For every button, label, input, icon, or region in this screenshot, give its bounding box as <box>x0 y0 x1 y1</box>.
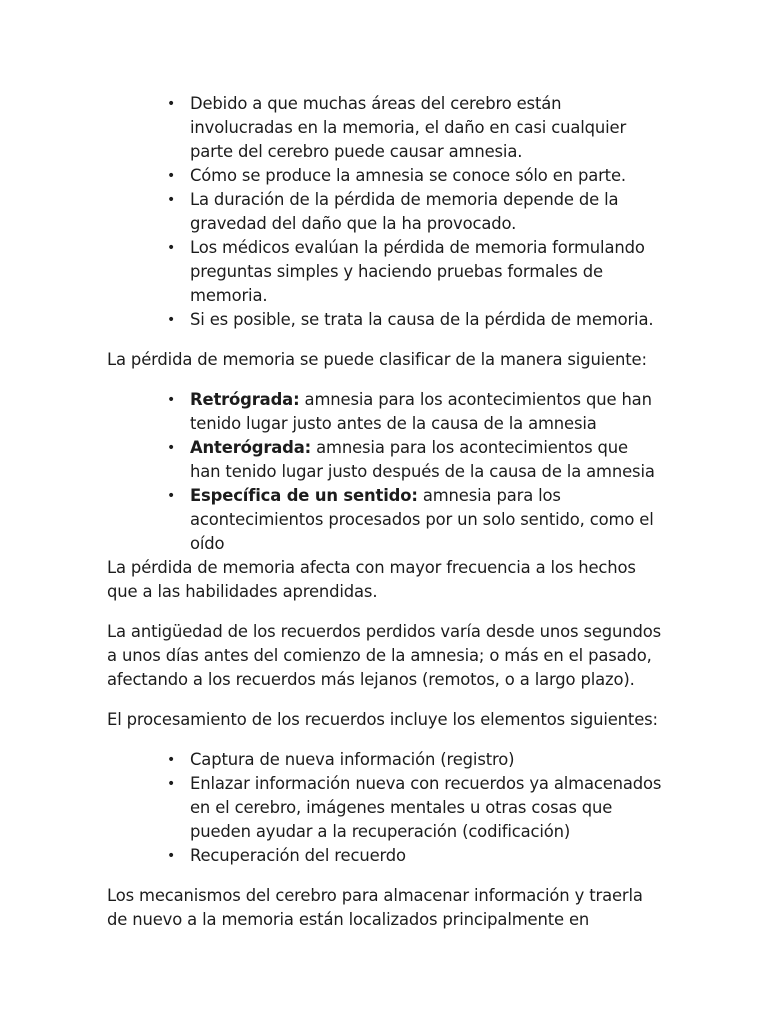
term-description: amnesia para los acontecimientos procesados por un solo sentido, como el oído <box>190 486 654 553</box>
term-description: amnesia para los acontecimientos que han tenido lugar justo antes de la causa de la amnesia <box>190 390 652 433</box>
list-item: • Enlazar información nueva con recuerdos ya almacenados en el cerebro, imágenes mentales u otras cosas que pueden ayudar a la recuperación (codificación) <box>107 772 663 844</box>
amnesia-facts-list <box>107 92 663 332</box>
processing-intro-paragraph: El procesamiento de los recuerdos incluye los elementos siguientes: <box>107 710 658 729</box>
list-item: • Si es posible, se trata la causa de la pérdida de memoria. <box>107 308 663 332</box>
list-item: • Captura de nueva información (registro) <box>107 748 663 772</box>
list-item: • Recuperación del recuerdo <box>107 844 663 868</box>
list-item: • Los médicos evalúan la pérdida de memoria formulando preguntas simples y haciendo pruebas formales de memoria. <box>107 236 663 308</box>
list-item <box>107 436 663 484</box>
frequency-paragraph: La pérdida de memoria afecta con mayor frecuencia a los hechos que a las habilidades aprendidas. <box>107 558 636 601</box>
processing-steps-list <box>107 748 663 868</box>
term-label: Retrógrada: <box>190 390 300 409</box>
amnesia-types-list <box>107 388 663 556</box>
classification-intro-paragraph: La pérdida de memoria se puede clasificar de la manera siguiente: <box>107 350 647 369</box>
list-item: • Cómo se produce la amnesia se conoce sólo en parte. <box>107 164 663 188</box>
list-item: • Debido a que muchas áreas del cerebro están involucradas en la memoria, el daño en casi cualquier parte del cerebro puede causar amnesia. <box>107 92 663 164</box>
document-page <box>107 92 663 932</box>
brain-mechanisms-paragraph: Los mecanismos del cerebro para almacenar información y traerla de nuevo a la memoria están localizados principalmente en <box>107 886 643 929</box>
list-item: • La duración de la pérdida de memoria depende de la gravedad del daño que la ha provocado. <box>107 188 663 236</box>
list-item <box>107 388 663 436</box>
memory-age-paragraph: La antigüedad de los recuerdos perdidos varía desde unos segundos a unos días antes del comienzo de la amnesia; o más en el pasado, afectando a los recuerdos más lejanos (remotos, o a largo plazo). <box>107 622 662 689</box>
list-item <box>107 484 663 556</box>
term-description: amnesia para los acontecimientos que han tenido lugar justo después de la causa de la amnesia <box>190 438 655 481</box>
term-label: Específica de un sentido: <box>190 486 418 505</box>
term-label: Anterógrada: <box>190 438 312 457</box>
